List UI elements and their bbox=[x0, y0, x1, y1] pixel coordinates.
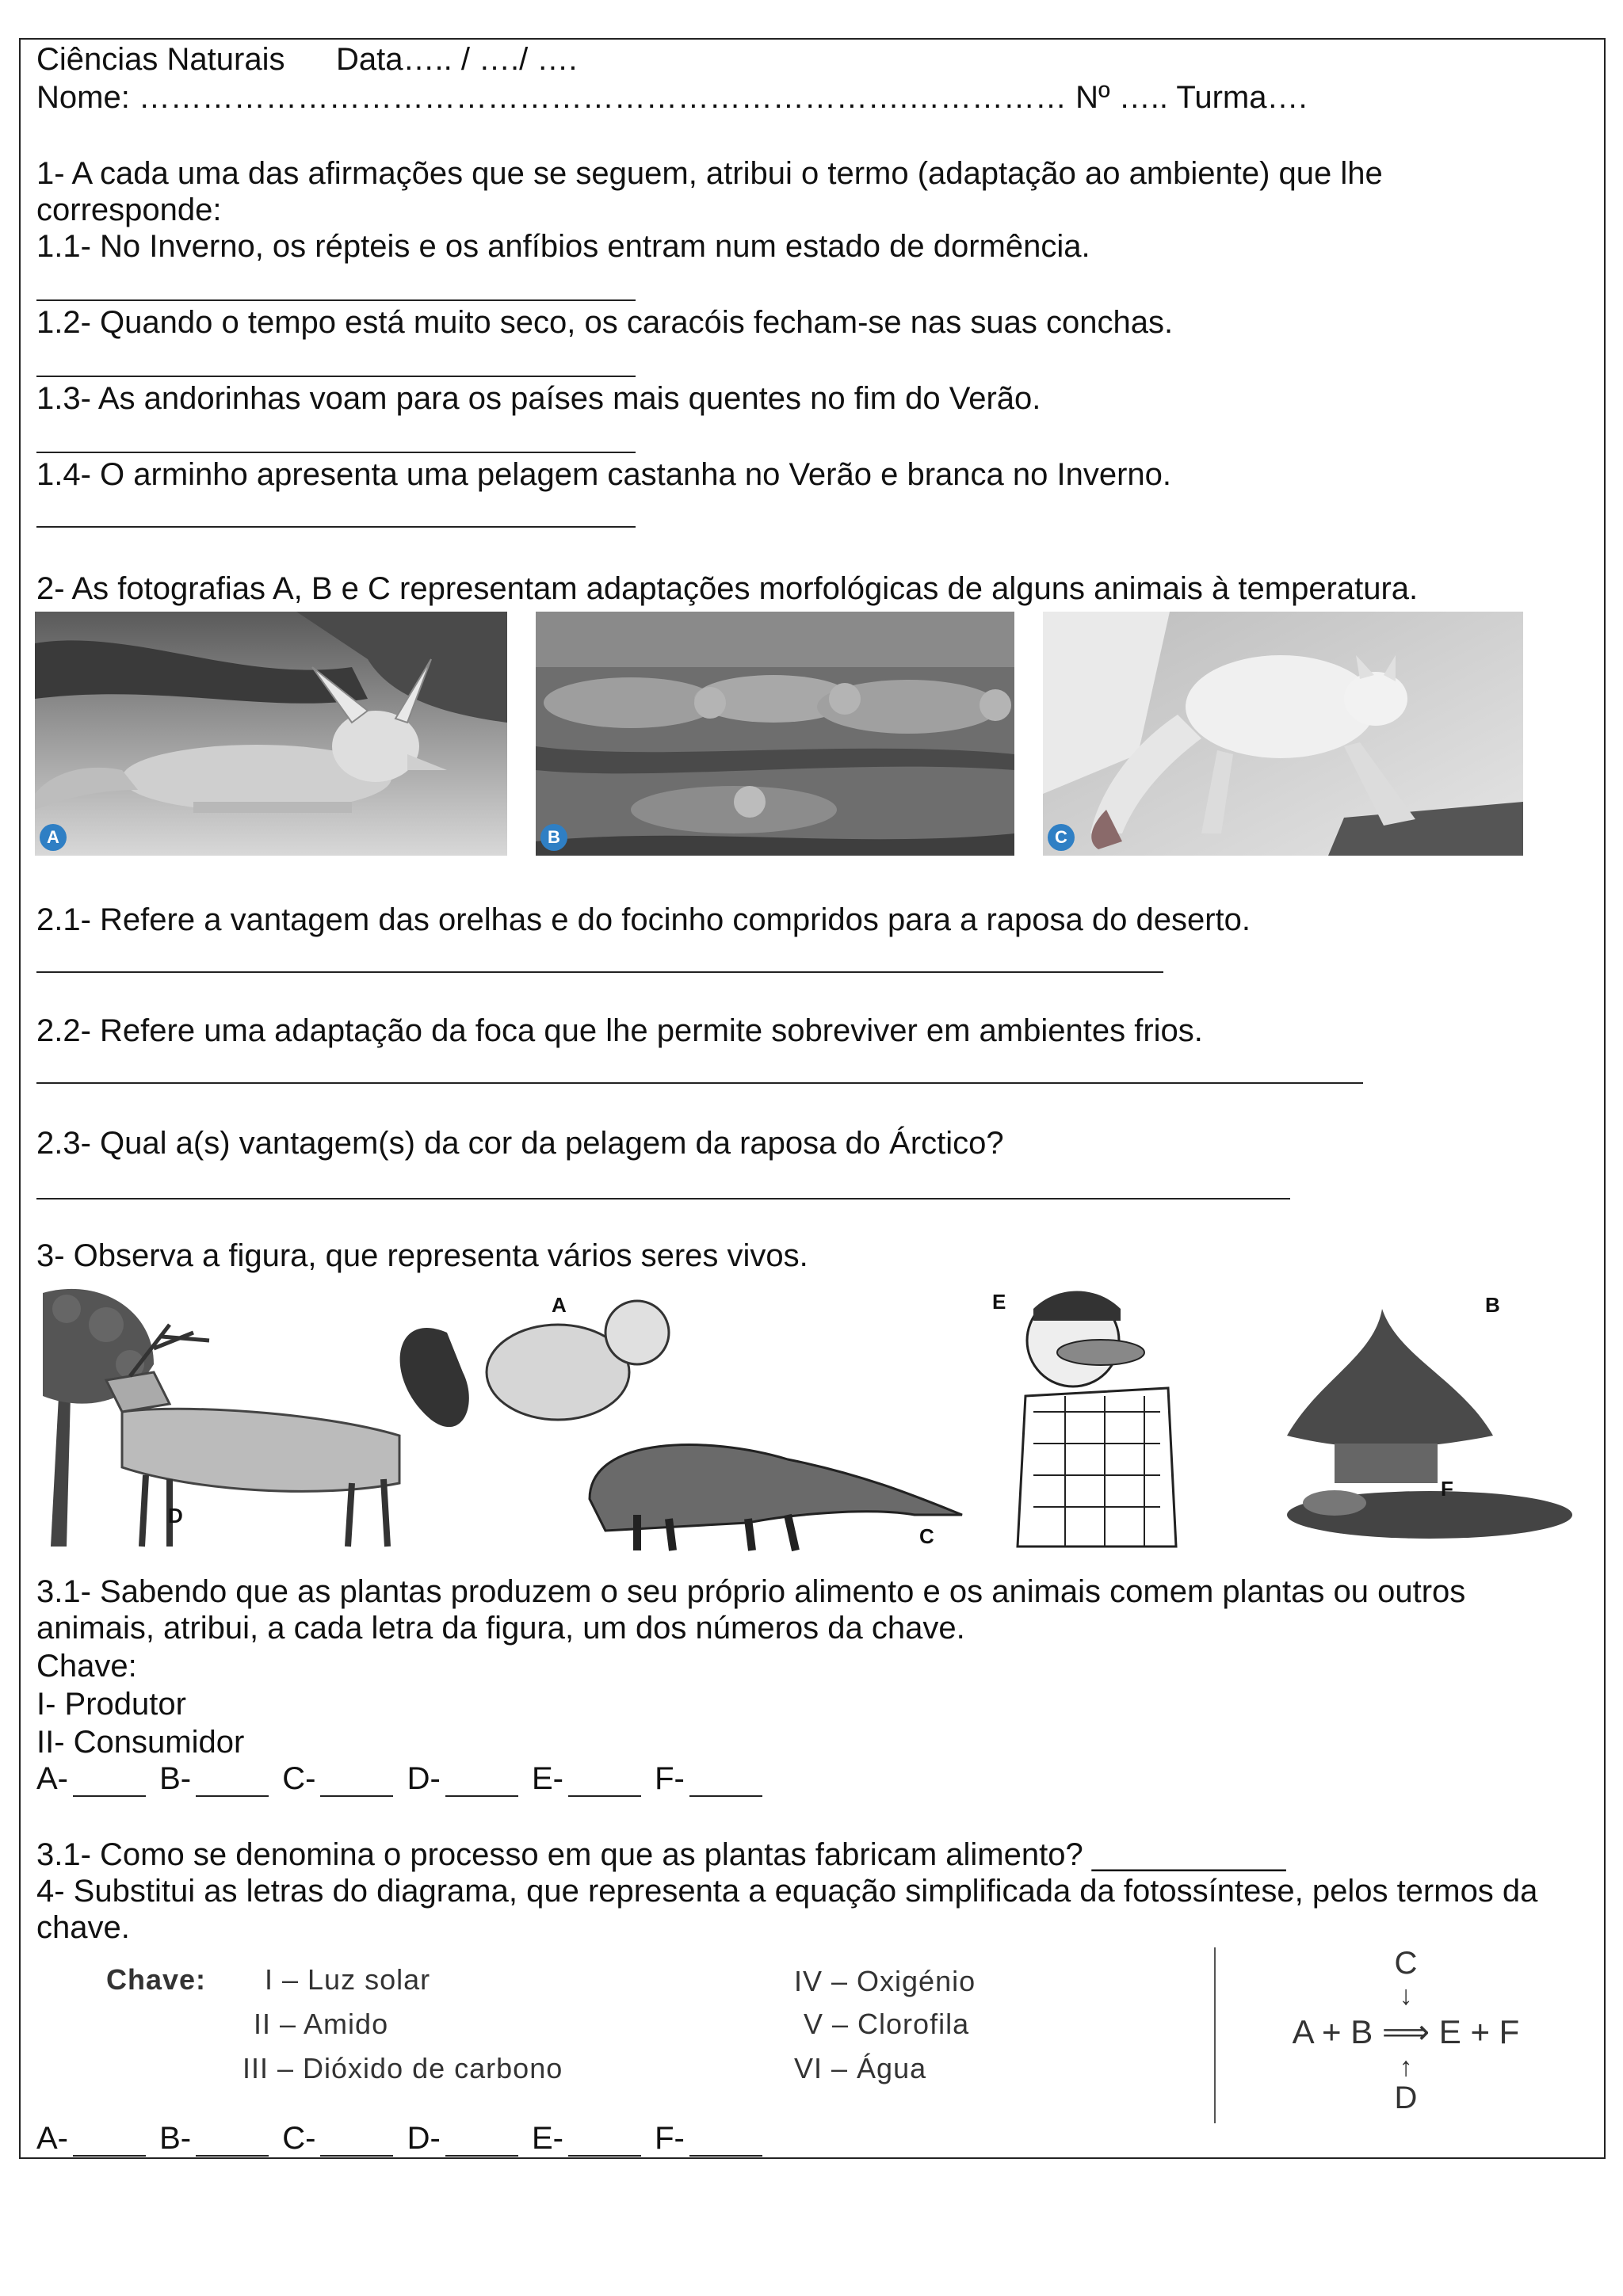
answer-line bbox=[36, 526, 636, 528]
answer-blank[interactable] bbox=[568, 1768, 641, 1797]
answer-letter: D- bbox=[407, 1761, 441, 1796]
answer-letter: D- bbox=[407, 2121, 441, 2156]
equation-top-letter: C bbox=[1394, 1946, 1418, 1981]
answer-blank[interactable] bbox=[196, 2128, 269, 2157]
q4-key-item: I – Luz solar bbox=[265, 1963, 431, 1996]
answer-letter: B- bbox=[159, 1761, 192, 1796]
q1-intro-cont: corresponde: bbox=[36, 193, 222, 227]
answer-letter: F- bbox=[655, 2121, 685, 2156]
q4-key-item: IV – Oxigénio bbox=[794, 1965, 976, 1997]
figure-label-f: F bbox=[1441, 1477, 1453, 1501]
equation-bottom-letter: D bbox=[1394, 2081, 1418, 2115]
q4-answer-row bbox=[36, 2120, 767, 2157]
q1-item: 1.2- Quando o tempo está muito seco, os caracóis fecham-se nas suas conchas. bbox=[36, 305, 1174, 340]
answer-blank[interactable] bbox=[445, 1768, 518, 1797]
photo-label-a: A bbox=[40, 824, 67, 851]
q3-1b: 3.1- Como se denomina o processo em que as plantas fabricam alimento? ___________ bbox=[36, 1837, 1286, 1872]
q4-key-item: III – Dióxido de carbono bbox=[242, 2052, 563, 2084]
equation-main: A + B ⟹ E + F bbox=[1292, 2013, 1520, 2050]
answer-blank[interactable] bbox=[689, 2128, 762, 2157]
answer-blank[interactable] bbox=[689, 1768, 762, 1797]
answer-letter: C- bbox=[282, 1761, 316, 1796]
figure-label-a: A bbox=[552, 1293, 567, 1317]
living-beings-figure bbox=[35, 1277, 1580, 1559]
q1-item: 1.3- As andorinhas voam para os países mais quentes no fim do Verão. bbox=[36, 381, 1041, 416]
answer-letter: C- bbox=[282, 2121, 316, 2156]
photo-desert-fox bbox=[35, 612, 507, 856]
figure-label-c: C bbox=[919, 1524, 934, 1548]
figure-label-d: D bbox=[168, 1504, 183, 1527]
q3-1-cont: animais, atribui, a cada letra da figura, um dos números da chave. bbox=[36, 1611, 965, 1646]
photo-label-c: C bbox=[1048, 824, 1075, 851]
answer-line bbox=[36, 299, 636, 301]
answer-line bbox=[36, 971, 1163, 973]
key-item: II- Consumidor bbox=[36, 1725, 245, 1760]
date-field: Data….. / …./ …. bbox=[336, 42, 578, 77]
q4-intro-cont: chave. bbox=[36, 1910, 130, 1945]
q4-intro: 4- Substitui as letras do diagrama, que representa a equação simplificada da fotossíntese, pelos termos da bbox=[36, 1874, 1538, 1909]
photosynthesis-equation bbox=[1263, 1946, 1549, 2120]
q3-intro: 3- Observa a figura, que representa vários seres vivos. bbox=[36, 1238, 808, 1273]
answer-blank[interactable] bbox=[73, 2128, 146, 2157]
photo-label-b: B bbox=[540, 824, 567, 851]
figure-label-e: E bbox=[992, 1290, 1006, 1314]
q1-item: 1.1- No Inverno, os répteis e os anfíbios entram num estado de dormência. bbox=[36, 229, 1090, 264]
answer-letter: A- bbox=[36, 1761, 68, 1796]
q1-intro: 1- A cada uma das afirmações que se seguem, atribui o termo (adaptação ao ambiente) que lhe bbox=[36, 156, 1383, 191]
answer-letter: E- bbox=[531, 2121, 563, 2156]
q2-2: 2.2- Refere uma adaptação da foca que lhe permite sobreviver em ambientes frios. bbox=[36, 1013, 1203, 1048]
answer-letter: F- bbox=[655, 1761, 685, 1796]
q3-answer-row bbox=[36, 1760, 767, 1797]
answer-letter: B- bbox=[159, 2121, 192, 2156]
q2-3: 2.3- Qual a(s) vantagem(s) da cor da pelagem da raposa do Árctico? bbox=[36, 1126, 1004, 1161]
answer-blank[interactable] bbox=[445, 2128, 518, 2157]
q1-item: 1.4- O arminho apresenta uma pelagem castanha no Verão e branca no Inverno. bbox=[36, 457, 1172, 492]
key-item: I- Produtor bbox=[36, 1687, 186, 1722]
photo-seals bbox=[536, 612, 1014, 856]
answer-blank[interactable] bbox=[73, 1768, 146, 1797]
figure-label-b: B bbox=[1485, 1293, 1500, 1317]
answer-line bbox=[36, 452, 636, 453]
photo-arctic-fox bbox=[1043, 612, 1523, 856]
q4-key-title: Chave: bbox=[106, 1963, 207, 1996]
name-field: Nome: ……………………………………………………………….…………… Nº ….. Turma…. bbox=[36, 80, 1308, 115]
up-arrow-icon: ↑ bbox=[1399, 2052, 1413, 2082]
q3-1: 3.1- Sabendo que as plantas produzem o seu próprio alimento e os animais comem plantas ou outros bbox=[36, 1574, 1466, 1609]
down-arrow-icon: ↓ bbox=[1399, 1981, 1413, 2011]
answer-blank[interactable] bbox=[320, 1768, 393, 1797]
answer-line bbox=[36, 1082, 1363, 1084]
key-title: Chave: bbox=[36, 1649, 137, 1684]
subject-title: Ciências Naturais bbox=[36, 42, 285, 77]
q4-key-item: II – Amido bbox=[254, 2008, 389, 2040]
answer-blank[interactable] bbox=[568, 2128, 641, 2157]
answer-blank[interactable] bbox=[196, 1768, 269, 1797]
answer-line bbox=[36, 376, 636, 377]
q4-key-item: VI – Água bbox=[794, 2052, 927, 2084]
q4-key-item: V – Clorofila bbox=[804, 2008, 970, 2040]
answer-blank[interactable] bbox=[320, 2128, 393, 2157]
q2-1: 2.1- Refere a vantagem das orelhas e do focinho compridos para a raposa do deserto. bbox=[36, 902, 1251, 937]
answer-line bbox=[36, 1198, 1290, 1199]
q2-intro: 2- As fotografias A, B e C representam adaptações morfológicas de alguns animais à temperatura. bbox=[36, 571, 1419, 606]
answer-letter: A- bbox=[36, 2121, 68, 2156]
divider bbox=[1214, 1947, 1216, 2123]
answer-letter: E- bbox=[531, 1761, 563, 1796]
